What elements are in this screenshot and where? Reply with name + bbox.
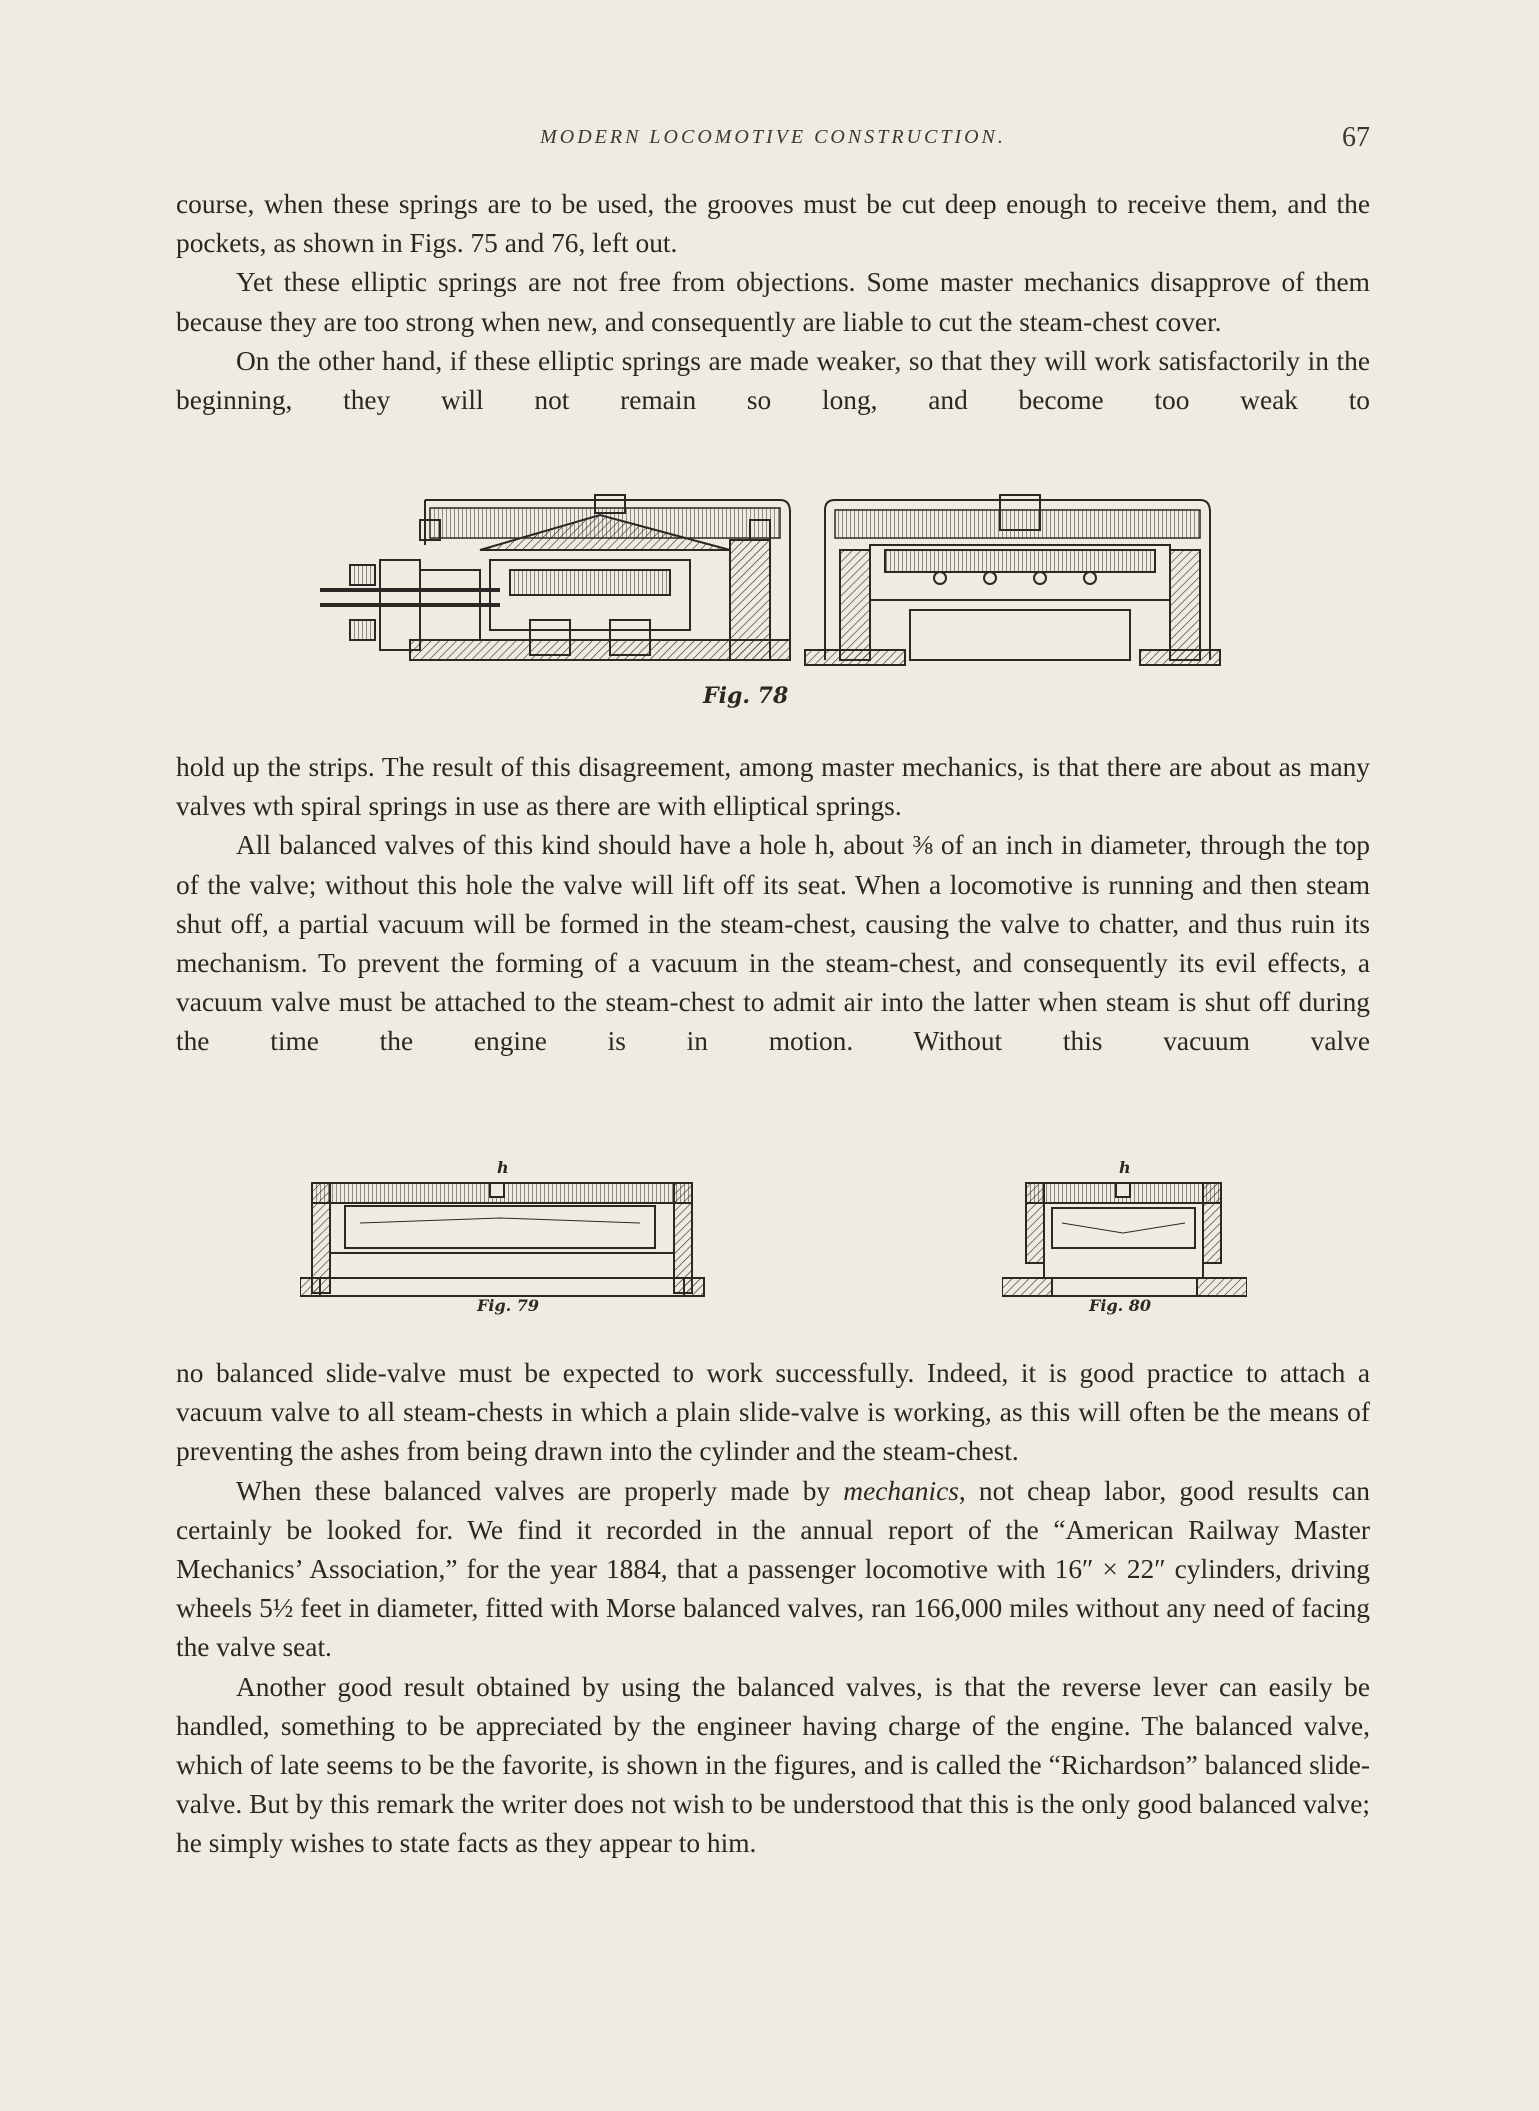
paragraph: Yet these elliptic springs are not free from objections. Some master mechanics disapprove of them because they are too strong when new, and consequently are liable to cut the steam-chest cover. bbox=[176, 267, 1370, 337]
page-header bbox=[176, 122, 1370, 162]
figure-80 bbox=[1002, 1158, 1247, 1318]
figure-79-caption: Fig. 79 bbox=[477, 1296, 540, 1315]
paragraph-text: When these balanced valves are properly made by bbox=[236, 1475, 844, 1506]
figure-78-drawing bbox=[310, 490, 1230, 680]
figure-79 bbox=[300, 1158, 710, 1318]
paragraph: On the other hand, if these elliptic springs are made weaker, so that they will work satisfactorily in the beginning, they will not remain so long, and become too weak to bbox=[176, 345, 1370, 416]
figure-78-caption: Fig. 78 bbox=[703, 683, 789, 709]
emphasis-mechanics: mechanics bbox=[843, 1475, 959, 1506]
text-block-middle bbox=[176, 748, 1370, 1062]
paragraph: course, when these springs are to be used, the grooves must be cut deep enough to receive them, and the pockets, as shown in Figs. 75 and 76, left out. bbox=[176, 189, 1370, 259]
paragraph: Another good result obtained by using the balanced valves, is that the reverse lever can easily be handled, something to be appreciated by the engineer having charge of the engine. The balanced valve, which of late seems to be the favorite, is shown in the figures, and is called the “Richardson” balanced slide-valve. But by this remark the writer does not wish to be understood that this is the only good balanced valve; he simply wishes to state facts as they appear to him. bbox=[176, 1671, 1370, 1859]
paragraph: hold up the strips. The result of this disagreement, among master mechanics, is that there are about as many valves wth spiral springs in use as there are with elliptical springs. bbox=[176, 752, 1370, 822]
paragraph-text: , not cheap labor, good results can certainly be looked for. We find it recorded in the annual report of the “American Railway Master Mechanics’ Association,” for the year 1884, that a passenger locomotive with 16″ × 22″ cylinders, driving wheels 5½ feet in diameter, fitted with Morse balanced valves, ran 166,000 miles without any need of facing the valve seat. bbox=[176, 1475, 1370, 1663]
paragraph: All balanced valves of this kind should have a hole h, about ⅜ of an inch in diameter, through the top of the valve; without this hole the valve will lift off its seat. When a locomotive is running and then steam shut off, a partial vacuum will be formed in the steam-chest, causing the valve to chatter, and thus ruin its mechanism. To prevent the forming of a vacuum in the steam-chest, and consequently its evil effects, a vacuum valve must be attached to the steam-chest to admit air into the latter when steam is shut off during the time the engine is in motion. Without this vacuum valve bbox=[176, 830, 1370, 1057]
figure-79-label: h bbox=[497, 1158, 509, 1177]
text-block-bottom bbox=[176, 1354, 1370, 1864]
text-block-top bbox=[176, 185, 1370, 420]
running-title: MODERN LOCOMOTIVE CONSTRUCTION. bbox=[540, 126, 1006, 148]
paragraph: no balanced slide-valve must be expected to work successfully. Indeed, it is good practice to attach a vacuum valve to all steam-chests in which a plain slide-valve is working, as this will often be the means of preventing the ashes from being drawn into the cylinder and the steam-chest. bbox=[176, 1358, 1370, 1467]
page-number: 67 bbox=[1342, 122, 1370, 153]
figure-80-caption: Fig. 80 bbox=[1089, 1296, 1152, 1315]
figure-80-label: h bbox=[1119, 1158, 1131, 1177]
figure-78 bbox=[310, 490, 1230, 715]
paragraph bbox=[176, 1472, 1370, 1668]
